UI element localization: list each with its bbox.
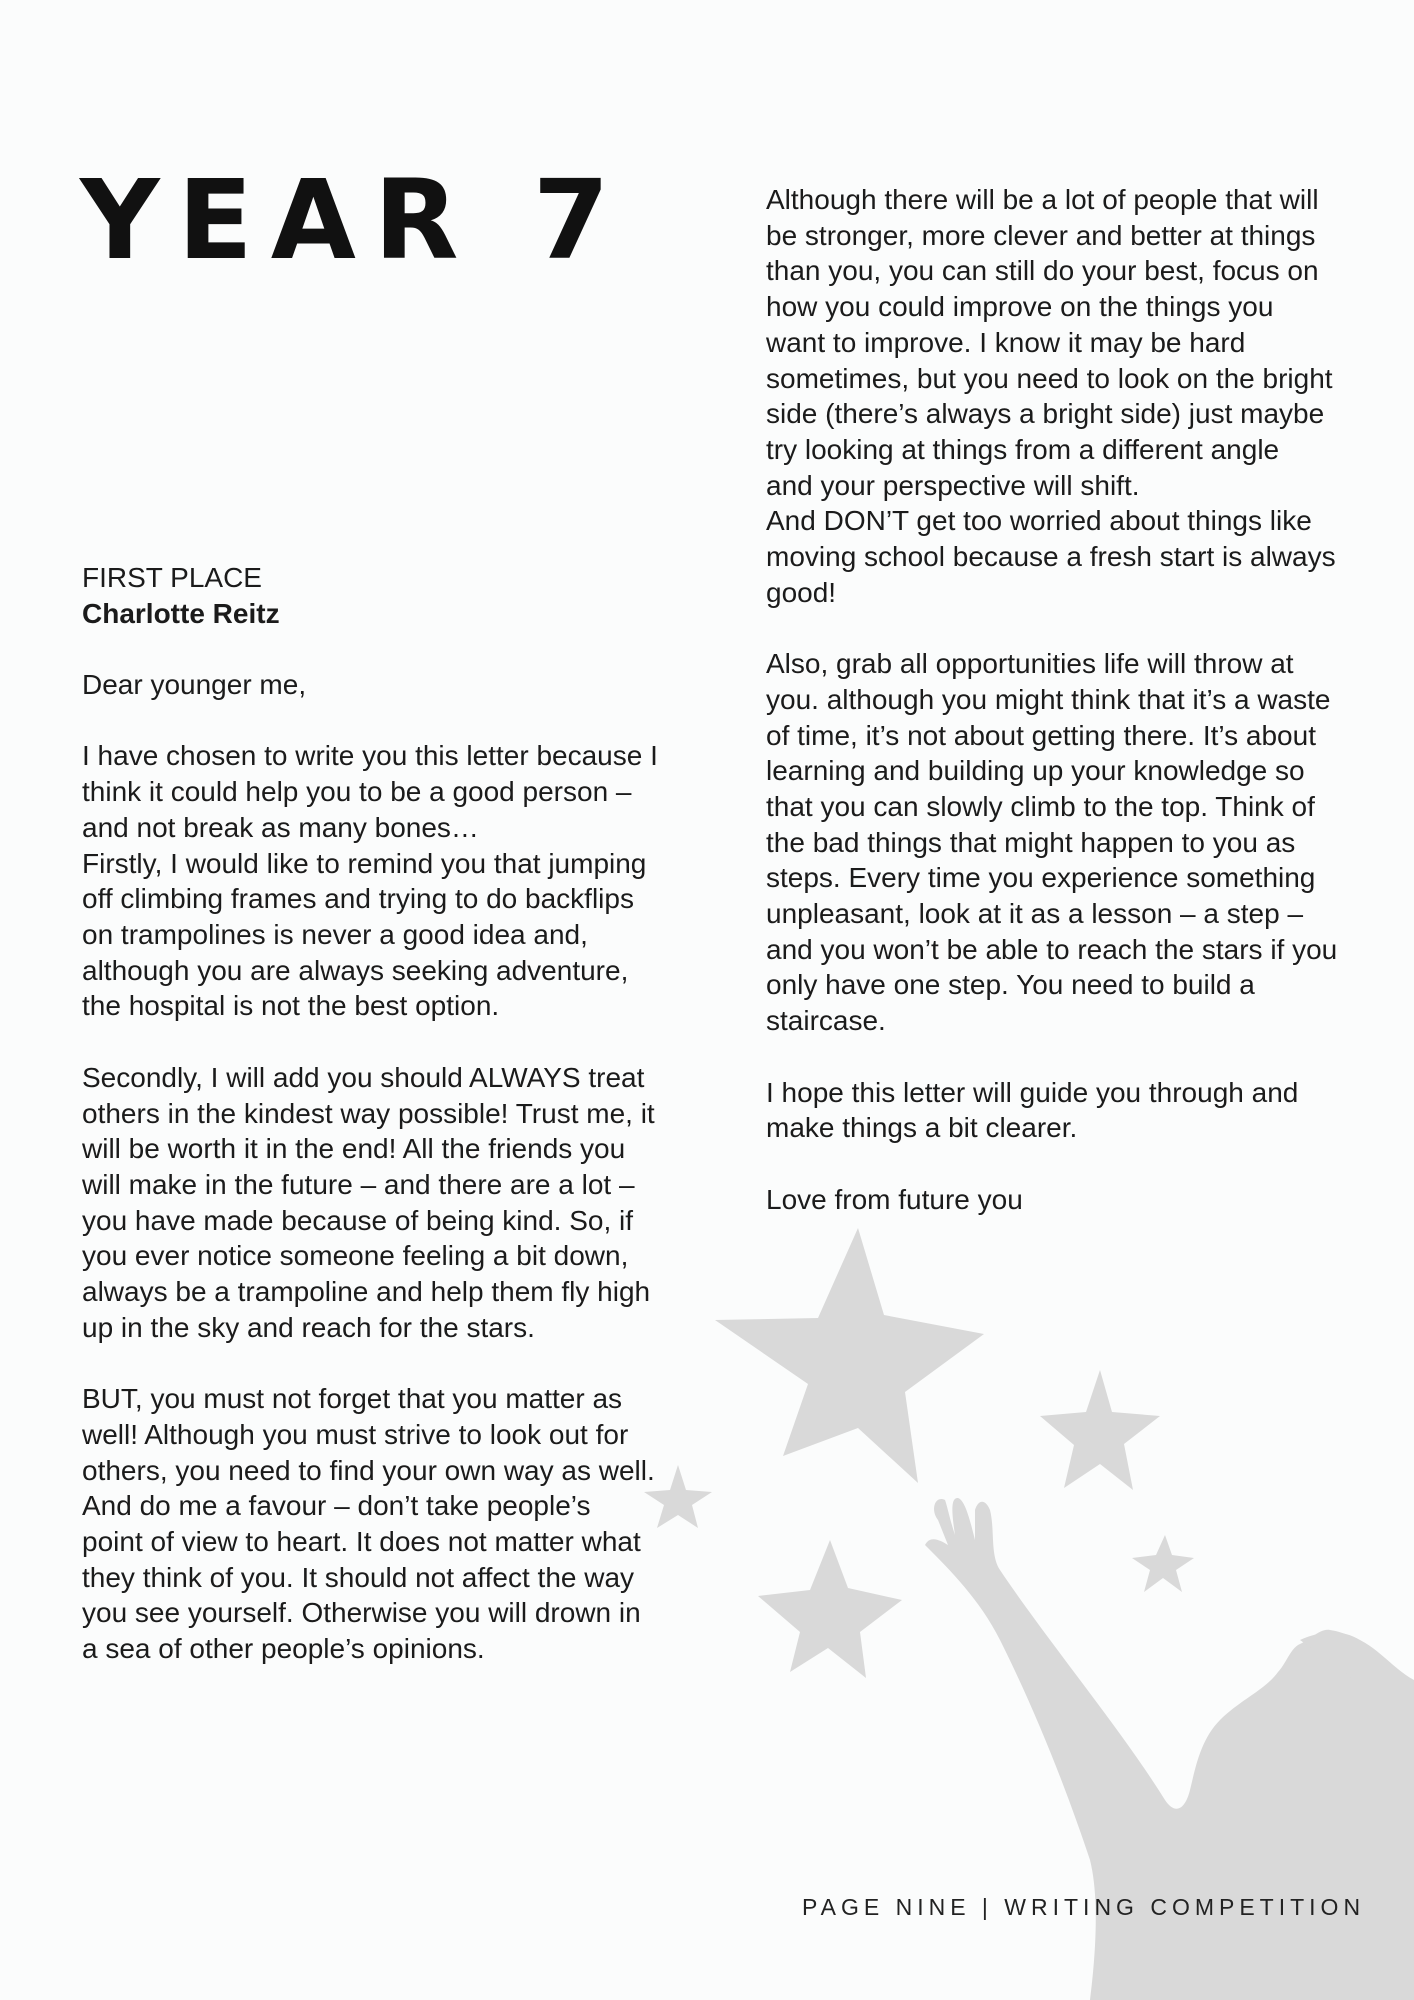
letter-closing: Love from future you (766, 1183, 1023, 1215)
letter-left-column (82, 560, 702, 1667)
letter-paragraph-6: I hope this letter will guide you through and make things a bit clearer. (766, 1076, 1299, 1144)
medium-star-icon (1040, 1370, 1160, 1490)
letter-paragraph-5: Also, grab all opportunities life will throw at you. although you might think that it’s a waste of time, it’s not about getting there. It’s about learning and building up your knowledge so that you can slowly climb to the top. Think of the bad things that might happen to you as steps. Every time you experience something unpleasant, look at it as a lesson – a step – and you won’t be able to reach the stars if you only have one step. You need to build a staircase. (766, 648, 1338, 1037)
page-footer: PAGE NINE | WRITING COMPETITION (802, 1894, 1366, 1920)
page-heading: YEAR 7 (80, 156, 628, 284)
author-name: Charlotte Reitz (82, 597, 280, 629)
award-place: FIRST PLACE (82, 562, 262, 593)
letter-paragraph-3: BUT, you must not forget that you matter as well! Although you must strive to look out for others, you need to find your own way as well. And do me a favour – don’t take people’s point of view to heart. It does not matter what they think of you. It should not affect the way you see yourself. Otherwise you will drown in a sea of other people’s opinions. (82, 1383, 655, 1665)
letter-paragraph-2: Secondly, I will add you should ALWAYS treat others in the kindest way possible! Trust me, it will be worth it in the end! All the friends you will make in the future – and there are a lot – you have made because of being kind. So, if you ever notice someone feeling a bit down, always be a trampoline and help them fly high up in the sky and reach for the stars. (82, 1061, 655, 1343)
letter-right-column (766, 182, 1376, 1217)
large-star-icon (715, 1228, 984, 1483)
letter-greeting: Dear younger me, (82, 669, 307, 701)
left-star-icon (758, 1540, 902, 1678)
tiny-star-icon (1132, 1535, 1194, 1592)
letter-paragraph-4: Although there will be a lot of people that will be stronger, more clever and better at things than you, you can still do your best, focus on how you could improve on the things you want to improve. I know it may be hard sometimes, but you need to look on the bright side (there’s always a bright side) just maybe try looking at things from a different angle and your perspective will shift. And DON’T get too worried about things like moving school because a fresh start is always good! (766, 184, 1336, 608)
letter-paragraph-1: I have chosen to write you this letter because I think it could help you to be a good person – and not break as many bones… Firstly, I would like to remind you that jumping off climbing frames and trying to do backflips on trampolines is never a good idea and, although you are always seeking adventure, the hospital is not the best option. (82, 740, 658, 1022)
